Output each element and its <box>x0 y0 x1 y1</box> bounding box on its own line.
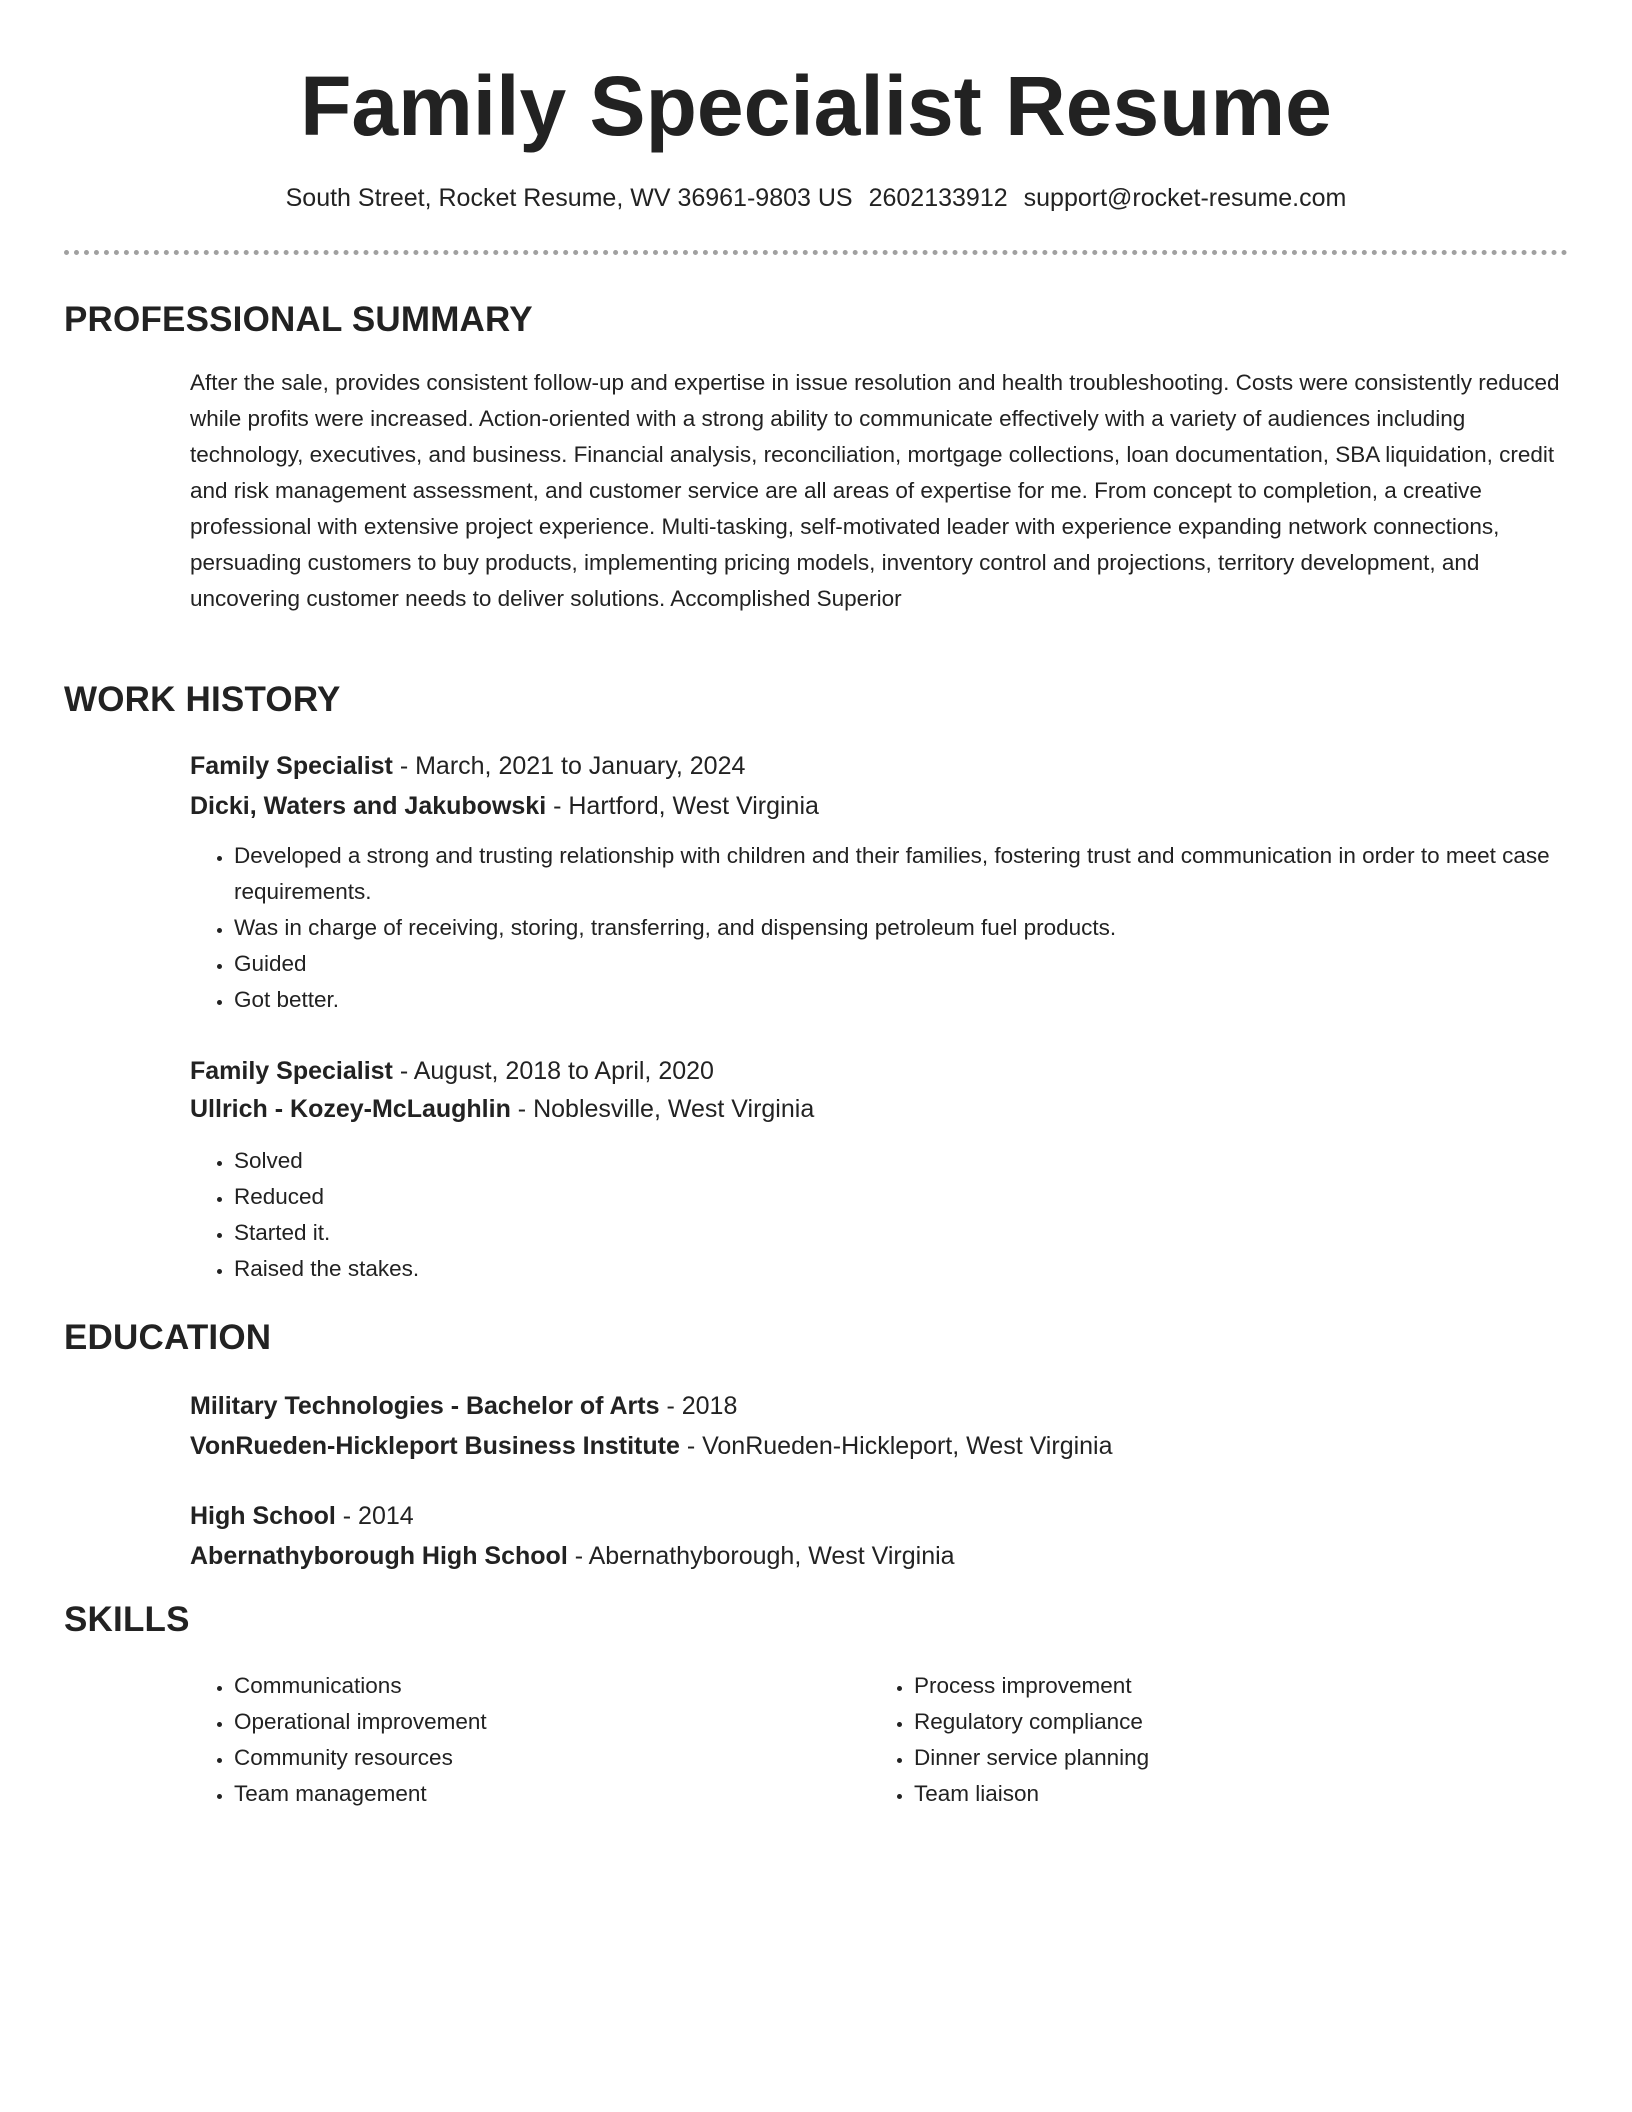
list-item: • Started it. <box>234 1215 1612 1251</box>
education-degree: High School <box>190 1502 336 1530</box>
list-item: • Raised the stakes. <box>234 1251 1612 1287</box>
summary-text: After the sale, provides consistent follow-up and expertise in issue resolution and health troubleshooting. Costs were consistently reduced while profits were increased. Action-oriented with a strong ability to communicate effectively with a variety of audiences including technology, executives, and business. Financial analysis, reconciliation, mortgage collections, loan documentation, SBA liquidation, credit and risk management assessment, and customer service are all areas of expertise for me. From concept to completion, a creative professional with extensive project experience. Multi-tasking, self-motivated leader with experience expanding network connections, persuading customers to buy products, implementing pricing models, inventory control and projections, territory development, and uncovering customer needs to deliver solutions. Accomplished Superior <box>190 370 1560 611</box>
education-degree-line <box>190 1496 414 1536</box>
job-dates: - August, 2018 to April, 2020 <box>392 1057 714 1085</box>
skill-item: • Community resources <box>234 1740 834 1776</box>
education-degree: Military Technologies - Bachelor of Arts <box>190 1392 660 1420</box>
contact-line <box>64 178 1568 218</box>
contact-address: South Street, Rocket Resume, WV 36961-9803 US <box>285 184 853 212</box>
skills-list-left <box>190 1668 834 1812</box>
education-year: - 2014 <box>335 1502 414 1530</box>
list-item: • Was in charge of receiving, storing, transferring, and dispensing petroleum fuel products. <box>234 910 1612 946</box>
skill-item: • Operational improvement <box>234 1704 834 1740</box>
skill-item: • Regulatory compliance <box>914 1704 1514 1740</box>
job-bullets <box>190 1143 1612 1287</box>
job-company-line <box>190 786 819 826</box>
skills-list-right <box>870 1668 1514 1812</box>
job-bullets <box>190 838 1612 1018</box>
education-school: VonRueden-Hickleport Business Institute <box>190 1432 680 1460</box>
skill-item: • Team management <box>234 1776 834 1812</box>
header-divider <box>64 250 1568 255</box>
contact-email: support@rocket-resume.com <box>1023 184 1347 212</box>
education-school-line <box>190 1536 955 1576</box>
section-heading-education: EDUCATION <box>64 1318 272 1357</box>
education-degree-line <box>190 1386 737 1426</box>
job-location: - Hartford, West Virginia <box>546 792 819 820</box>
education-location: - Abernathyborough, West Virginia <box>567 1542 955 1570</box>
section-heading-work-history: WORK HISTORY <box>64 680 341 719</box>
job-company-line <box>190 1089 814 1129</box>
skill-item: • Communications <box>234 1668 834 1704</box>
education-school-line <box>190 1426 1113 1466</box>
section-heading-skills: SKILLS <box>64 1600 190 1639</box>
section-heading-summary: PROFESSIONAL SUMMARY <box>64 300 533 339</box>
list-item: • Guided <box>234 946 1612 982</box>
job-location: - Noblesville, West Virginia <box>510 1095 815 1123</box>
contact-phone: 2602133912 <box>868 184 1008 212</box>
list-item: • Developed a strong and trusting relationship with children and their families, fostering trust and communication in order to meet case requirements. <box>234 838 1612 910</box>
job-company: Ullrich - Kozey-McLaughlin <box>190 1095 511 1123</box>
job-role: Family Specialist <box>190 1057 393 1085</box>
list-item: • Reduced <box>234 1179 1612 1215</box>
education-location: - VonRueden-Hickleport, West Virginia <box>679 1432 1113 1460</box>
job-dates: - March, 2021 to January, 2024 <box>392 752 746 780</box>
job-role: Family Specialist <box>190 752 393 780</box>
job-title-line <box>190 746 745 786</box>
resume-title: Family Specialist Resume <box>300 59 1332 153</box>
education-school: Abernathyborough High School <box>190 1542 568 1570</box>
job-title-line <box>190 1051 714 1091</box>
skill-item: • Team liaison <box>914 1776 1514 1812</box>
list-item: • Solved <box>234 1143 1612 1179</box>
list-item: • Got better. <box>234 982 1612 1018</box>
skill-item: • Process improvement <box>914 1668 1514 1704</box>
skill-item: • Dinner service planning <box>914 1740 1514 1776</box>
job-company: Dicki, Waters and Jakubowski <box>190 792 547 820</box>
education-year: - 2018 <box>659 1392 738 1420</box>
